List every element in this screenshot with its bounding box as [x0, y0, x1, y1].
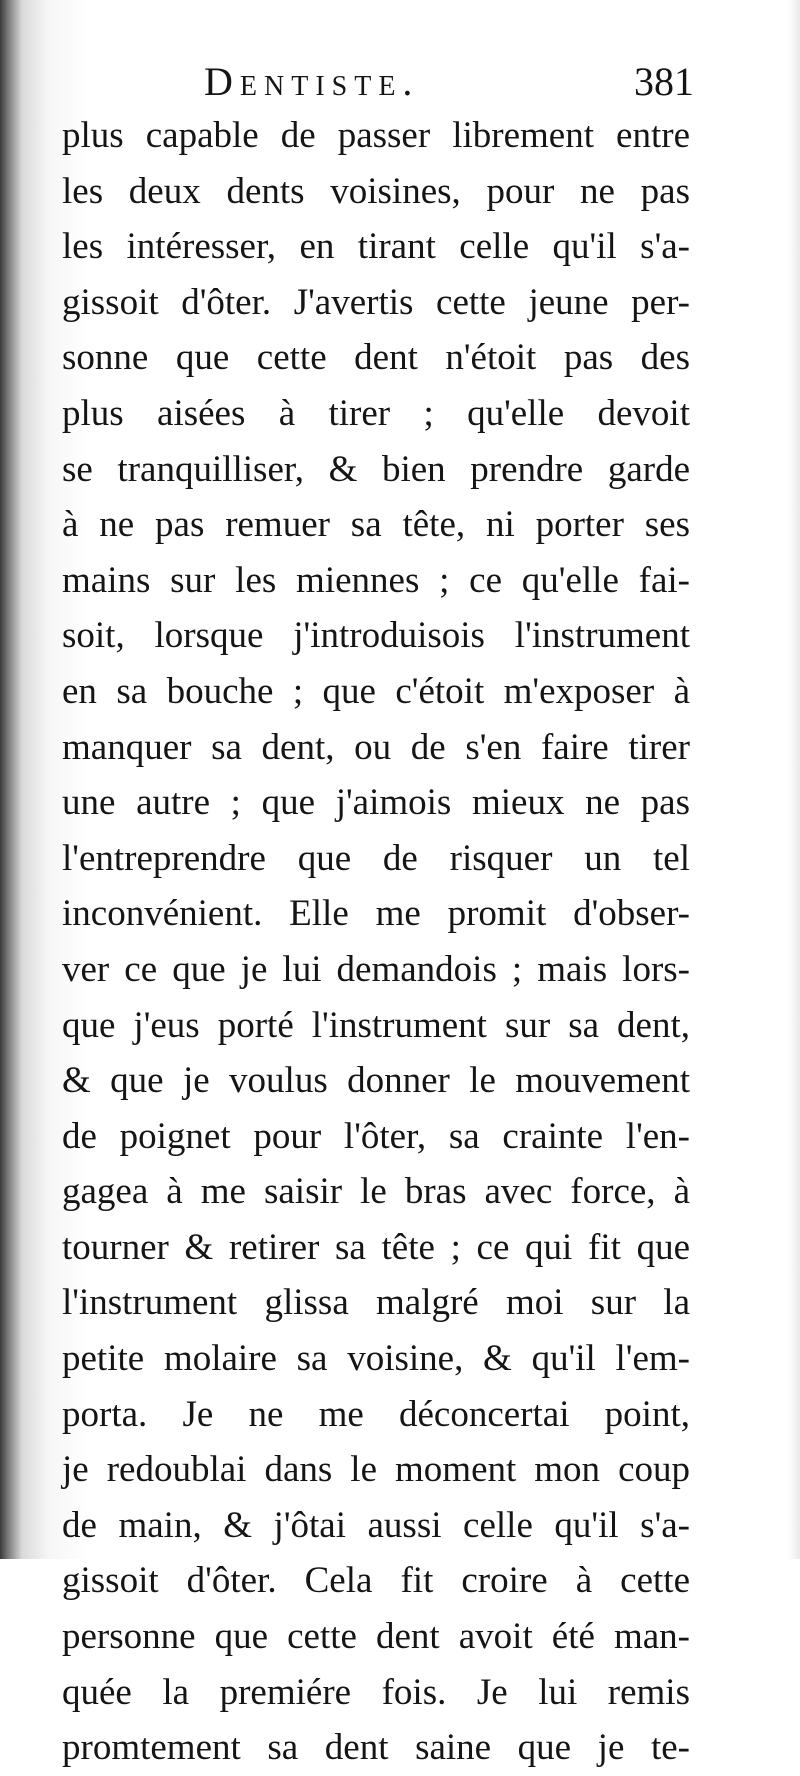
- text-line: porta. Je ne me déconcertai point,: [62, 1393, 690, 1435]
- text-line: gissoit d'ôter. J'avertis cette jeune per-: [62, 281, 690, 323]
- text-line: les intéresser, en tirant celle qu'il s'a-: [62, 226, 690, 268]
- text-line: tourner & retirer sa tête ; ce qui fit que: [62, 1226, 690, 1268]
- text-line: petite molaire sa voisine, & qu'il l'em-: [62, 1338, 690, 1380]
- text-line: plus capable de passer librement entre: [62, 115, 690, 156]
- text-line: personne que cette dent avoit été man-: [62, 1616, 690, 1658]
- text-line: que j'eus porté l'instrument sur sa dent,: [62, 1004, 690, 1046]
- text-line: l'entreprendre que de risquer un tel: [62, 837, 690, 879]
- text-line: gagea à me saisir le bras avec force, à: [62, 1171, 690, 1213]
- running-head: Dentiste.: [204, 59, 420, 104]
- text-line: sonne que cette dent n'étoit pas des: [62, 337, 690, 379]
- text-line: une autre ; que j'aimois mieux ne pas: [62, 782, 690, 824]
- text-line: mains sur les miennes ; ce qu'elle fai-: [62, 559, 690, 601]
- text-line: ver ce que je lui demandois ; mais lors-: [62, 948, 690, 990]
- text-line: se tranquilliser, & bien prendre garde: [62, 448, 690, 490]
- text-line: inconvénient. Elle me promit d'obser-: [62, 893, 690, 935]
- text-line: manquer sa dent, ou de s'en faire tirer: [62, 726, 690, 768]
- text-line: je redoublai dans le moment mon coup: [62, 1449, 690, 1491]
- text-line: soit, lorsque j'introduisois l'instrument: [62, 615, 690, 657]
- text-line: les deux dents voisines, pour ne pas: [62, 170, 690, 212]
- text-line: & que je voulus donner le mouvement: [62, 1060, 690, 1102]
- text-line: à ne pas remuer sa tête, ni porter ses: [62, 504, 690, 546]
- text-line: quée la premiére fois. Je lui remis: [62, 1671, 690, 1713]
- page-header: [204, 52, 694, 112]
- body-text: [62, 108, 690, 1776]
- text-line: gissoit d'ôter. Cela fit croire à cette: [62, 1560, 690, 1602]
- page-edge-shadow: [788, 0, 800, 1559]
- text-line: l'instrument glissa malgré moi sur la: [62, 1282, 690, 1324]
- text-line: plus aisées à tirer ; qu'elle devoit: [62, 392, 690, 434]
- text-line: de main, & j'ôtai aussi celle qu'il s'a-: [62, 1504, 690, 1546]
- text-line: de poignet pour l'ôter, sa crainte l'en-: [62, 1115, 690, 1157]
- text-line: promtement sa dent saine que je te-: [62, 1727, 690, 1769]
- page-number: 381: [634, 59, 694, 104]
- text-line: en sa bouche ; que c'étoit m'exposer à: [62, 670, 690, 712]
